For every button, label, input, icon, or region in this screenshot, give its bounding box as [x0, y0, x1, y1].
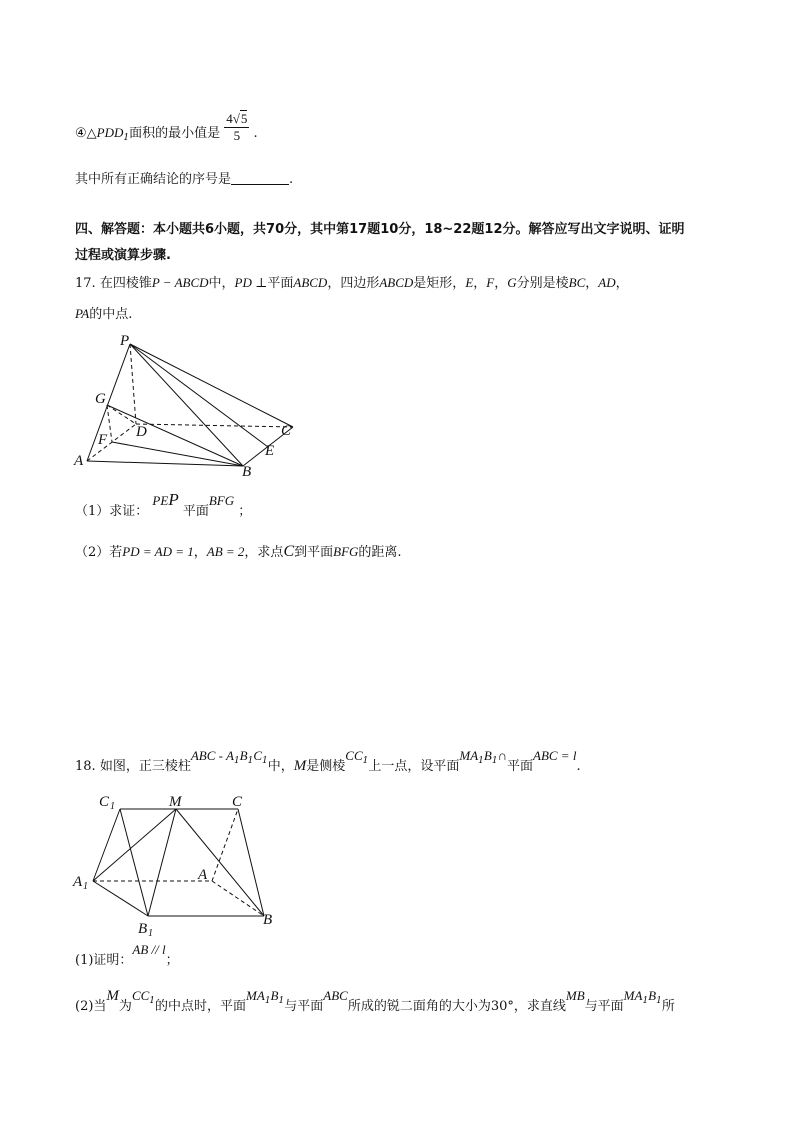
label-a1: A [73, 874, 83, 890]
section4-line1: 四、解答题：本小题共6小题，共70分，其中第17题10分，18~22题12分。解答应写出文字说明、证明 [75, 222, 685, 237]
q18-part1 [75, 942, 179, 971]
q18-p2-b2-sub: 1 [656, 996, 662, 1006]
edge-pd [130, 344, 136, 424]
edge-mb1 [148, 809, 176, 916]
label-b: B [242, 464, 252, 480]
label-e: E [265, 443, 275, 459]
section4-line2: 过程或演算步骤. [75, 248, 171, 263]
q17-p2-t3: 的距离. [358, 545, 402, 560]
q18-p2-ma2-sub: 1 [642, 996, 649, 1006]
q18-p1-label: (1)证明： [75, 953, 133, 968]
label-g: G [95, 391, 106, 407]
item4-marker: ④ [75, 126, 87, 141]
q17-p1-bfg: BFG [208, 493, 235, 508]
q17-f: F [486, 275, 495, 290]
edge-c1a1 [93, 809, 120, 881]
item4-text: 面积的最小值是 [129, 126, 221, 141]
q17-p2-label: （2）若 [75, 545, 123, 560]
q18-cc-sub: 1 [362, 756, 369, 766]
q18-p2-cc-sub: 1 [149, 996, 156, 1006]
q18-prism-c: C [253, 748, 263, 763]
q18-p2-b-sub: 1 [278, 996, 285, 1006]
q17-abcd2: ABCD [379, 275, 414, 290]
q18-prism-b: B [239, 748, 248, 763]
q18-p2-b2: B [648, 988, 657, 1003]
q18-t4: 上一点，设平面 [368, 759, 460, 774]
edge-dc [136, 424, 293, 427]
q17-t2: 中， [208, 276, 235, 291]
q17-p2-eq1: PD = AD = 1 [122, 544, 194, 559]
q17-c2: ， [494, 276, 508, 291]
label-p: P [120, 333, 130, 349]
q18-mab-b: B [483, 748, 492, 763]
q18-p2-abc: ABC [323, 988, 348, 1003]
numerator-radicand: 5 [240, 111, 248, 126]
q18-abc-eq: ABC = l [533, 748, 577, 763]
q17-t5: 是矩形， [413, 276, 466, 291]
q18-mab-sub1: 1 [478, 756, 484, 766]
edge-pe [130, 344, 268, 447]
q18-prism-figure [70, 788, 290, 938]
q17-t1: 在四棱锥 [99, 276, 152, 291]
q18-p2-t6: 所 [661, 999, 675, 1014]
q17-pyramid: P − ABCD [151, 275, 209, 290]
answer-blank [231, 172, 289, 185]
q18-p2-t5: 与平面 [584, 999, 624, 1014]
q18-t2: 中， [267, 759, 294, 774]
q17-p1-plane: 平面 [182, 504, 209, 519]
edge-gf [107, 405, 112, 442]
q17-t4: ，四边形 [327, 276, 380, 291]
label-b1-sub: 1 [148, 928, 153, 938]
q18-prism-sub3: 1 [262, 756, 268, 766]
q17-part1 [75, 490, 252, 522]
label-b1: B [138, 921, 148, 937]
pdd-sub: 1 [123, 133, 130, 143]
q17-c4: ， [615, 276, 629, 291]
edge-ma1 [93, 809, 176, 881]
q17-p2-c: ， [193, 545, 207, 560]
q18-p2-ma: MA [246, 988, 265, 1003]
q18-p2-label: (2)当 [75, 999, 107, 1014]
q18-p2-mb: MB [565, 988, 585, 1003]
edge-pc [130, 344, 293, 427]
q18-t1: 如图，正三棱柱 [99, 759, 191, 774]
edge-pb [130, 344, 243, 466]
q17-p1-p: P [168, 490, 179, 509]
q18-number: 18. [75, 759, 96, 774]
q17-p1-end: ； [238, 504, 252, 519]
min-area-fraction [224, 111, 249, 144]
q18-cap: ∩ [497, 748, 507, 763]
label-a1-sub: 1 [83, 881, 88, 892]
q17-pa: PA [75, 306, 90, 321]
label-a: A [198, 867, 208, 883]
q17-pyramid-figure [70, 332, 310, 482]
q18-p2-t1: 为 [118, 999, 132, 1014]
edge-pa [87, 344, 130, 461]
conclusion-line [75, 170, 293, 190]
q17-bc: BC [568, 275, 586, 290]
q18-mab-ma: MA [459, 748, 479, 763]
q17-part2 [75, 542, 402, 563]
q17-t7: 的中点. [89, 307, 133, 322]
q17-ad: AD [598, 275, 616, 290]
pdd-label: PDD [96, 125, 124, 140]
q17-e: E [465, 275, 474, 290]
q18-cc: CC [345, 748, 363, 763]
q17-line2 [75, 304, 132, 325]
q17-p2-bfg: BFG [333, 544, 359, 559]
q18-m: M [293, 758, 307, 774]
label-c: C [232, 794, 243, 810]
q18-p2-m: M [106, 988, 119, 1004]
label-f: F [98, 432, 108, 448]
label-c: C [281, 423, 292, 439]
label-a: A [74, 453, 84, 469]
q17-abcd1: ABCD [293, 275, 328, 290]
q18-end: . [576, 759, 581, 774]
q18-part2 [75, 988, 675, 1021]
q18-p2-cc: CC [131, 988, 150, 1003]
q17-c3: ， [585, 276, 599, 291]
label-c1: C [99, 794, 110, 810]
label-d: D [136, 424, 147, 440]
label-b: B [263, 912, 273, 928]
edge-gd [107, 405, 136, 424]
q17-p1-label: （1）求证： [75, 504, 149, 519]
q18-p2-t2: 的中点时，平面 [155, 999, 247, 1014]
q18-mab-sub2: 1 [491, 756, 498, 766]
q18-p2-b: B [270, 988, 279, 1003]
conclusion-end: . [289, 172, 294, 187]
q17-p2-t1: ，求点 [244, 545, 284, 560]
q17-p2-t2: 到平面 [294, 545, 334, 560]
q18-prism-sub2: 1 [247, 756, 254, 766]
q17-c1: ， [473, 276, 487, 291]
item4-line [75, 111, 258, 150]
fraction-denominator: 5 [233, 128, 241, 143]
q18-prism-sub1: 1 [233, 756, 240, 766]
q18-prism-a: ABC - A [190, 748, 234, 763]
edge-ab [212, 881, 264, 916]
q17-g: G [507, 275, 517, 290]
q17-p2-c-point: C [283, 543, 295, 560]
q18-p2-ma-sub: 1 [264, 996, 271, 1006]
edge-c1b1 [120, 809, 148, 916]
q17-p2-eq2: AB = 2 [206, 544, 245, 559]
triangle-symbol: △ [86, 125, 97, 140]
edge-ac [212, 809, 238, 881]
q17-t3: 平面 [267, 276, 294, 291]
edge-ad [87, 424, 136, 461]
q17-number: 17. [75, 276, 96, 291]
conclusion-text: 其中所有正确结论的序号是 [75, 172, 232, 187]
q18-t3: 是侧棱 [306, 759, 346, 774]
q17-line1 [75, 273, 629, 294]
q17-t6: 分别是棱 [516, 276, 569, 291]
q17-pd-perp: PD ⊥ [234, 275, 268, 290]
numerator-coef: 4 [226, 111, 233, 126]
q18-p2-t4: 所成的锐二面角的大小为30°，求直线 [347, 999, 566, 1014]
q18-p2-t3: 与平面 [284, 999, 324, 1014]
label-c1-sub: 1 [110, 801, 115, 812]
item4-end: . [253, 126, 258, 141]
q18-p2-ma2: MA [623, 988, 643, 1003]
edge-gb [107, 405, 243, 466]
q18-t5: 平面 [506, 759, 533, 774]
q18-p1-end: ； [165, 953, 179, 968]
q18-line1 [75, 748, 581, 781]
fraction-numerator: 4√5 [226, 111, 248, 126]
q17-p1-pe: PE [152, 493, 169, 508]
label-m: M [169, 794, 182, 810]
q18-p1-expr: AB // l [132, 942, 166, 957]
